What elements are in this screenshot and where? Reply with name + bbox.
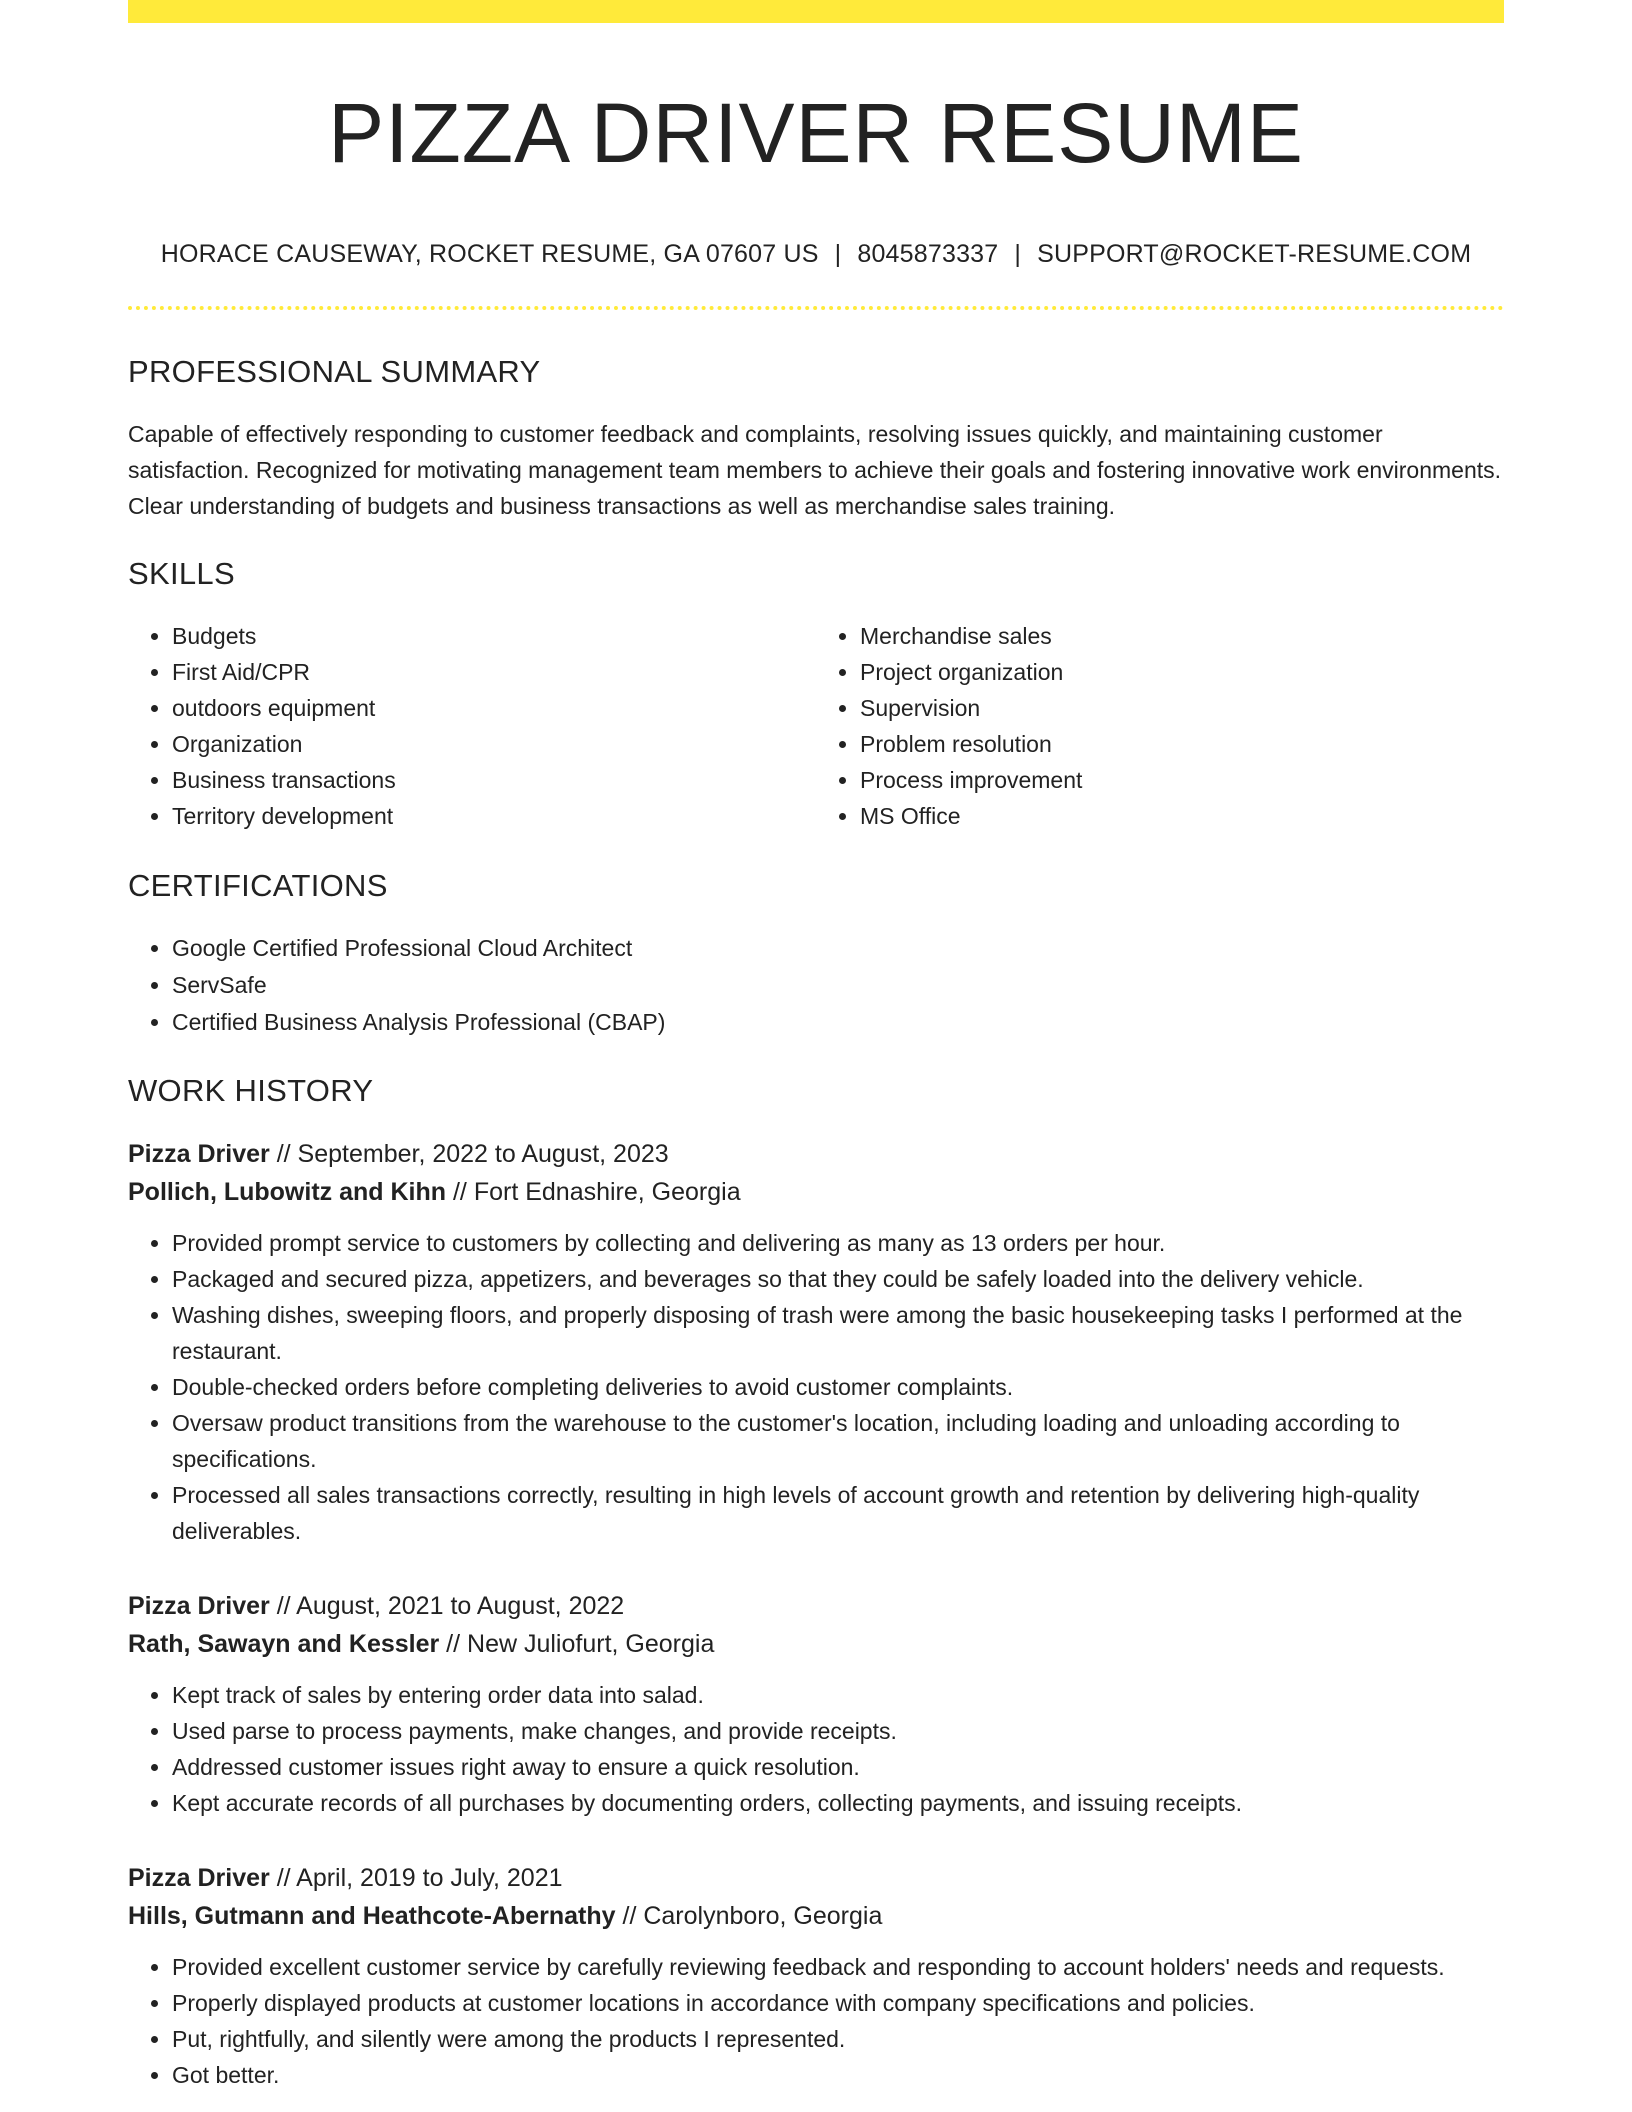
work-history-heading: WORK HISTORY bbox=[128, 1072, 374, 1108]
job-duties-list bbox=[128, 1677, 1504, 1821]
job-duty: • Properly displayed products at customer locations in accordance with company specifications and policies. bbox=[172, 1985, 1504, 2021]
job-dates: // September, 2022 to August, 2023 bbox=[269, 1139, 669, 1168]
job-entry bbox=[128, 1135, 1504, 1549]
job-company-line bbox=[128, 1173, 1504, 1211]
job-duties-list bbox=[128, 1949, 1504, 2093]
certification-item: • ServSafe bbox=[172, 967, 1504, 1004]
job-title: Pizza Driver bbox=[128, 1139, 270, 1168]
accent-top-bar bbox=[128, 0, 1504, 23]
skill-item: • Process improvement bbox=[860, 762, 1504, 798]
job-duty: • Processed all sales transactions correctly, resulting in high levels of account growth and retention by delivering high-quality deliverables. bbox=[172, 1477, 1504, 1549]
job-location: // New Juliofurt, Georgia bbox=[439, 1629, 715, 1658]
summary-text: Capable of effectively responding to customer feedback and complaints, resolving issues quickly, and maintaining customer satisfaction. Recognized for motivating management team members to achieve their goals and fostering innovative work environments. Clear understanding of budgets and business transactions as well as merchandise sales training. bbox=[128, 420, 1502, 519]
job-duty: • Used parse to process payments, make changes, and provide receipts. bbox=[172, 1713, 1504, 1749]
job-dates: // August, 2021 to August, 2022 bbox=[269, 1591, 625, 1620]
job-dates: // April, 2019 to July, 2021 bbox=[269, 1863, 563, 1892]
job-duty: • Kept accurate records of all purchases by documenting orders, collecting payments, and issuing receipts. bbox=[172, 1785, 1504, 1821]
job-entry bbox=[128, 1587, 1504, 1821]
job-location: // Fort Ednashire, Georgia bbox=[446, 1177, 741, 1206]
contact-address: HORACE CAUSEWAY, ROCKET RESUME, GA 07607 US bbox=[160, 239, 819, 268]
job-company: Pollich, Lubowitz and Kihn bbox=[128, 1177, 447, 1206]
contact-phone: 8045873337 bbox=[857, 239, 999, 268]
resume-page bbox=[128, 0, 1504, 2093]
contact-separator: | bbox=[1014, 239, 1022, 268]
job-company: Rath, Sawayn and Kessler bbox=[128, 1629, 440, 1658]
skill-item: • MS Office bbox=[860, 798, 1504, 834]
job-duty: • Double-checked orders before completing deliveries to avoid customer complaints. bbox=[172, 1369, 1504, 1405]
skill-item: • First Aid/CPR bbox=[172, 654, 816, 690]
summary-heading: PROFESSIONAL SUMMARY bbox=[128, 353, 541, 389]
skills-left-list bbox=[128, 618, 816, 834]
job-title-line bbox=[128, 1587, 1504, 1625]
skill-item: • Supervision bbox=[860, 690, 1504, 726]
skills-columns bbox=[128, 618, 1504, 834]
job-duty: • Put, rightfully, and silently were among the products I represented. bbox=[172, 2021, 1504, 2057]
job-duty: • Addressed customer issues right away to ensure a quick resolution. bbox=[172, 1749, 1504, 1785]
job-duty: • Kept track of sales by entering order data into salad. bbox=[172, 1677, 1504, 1713]
skill-item: • Project organization bbox=[860, 654, 1504, 690]
certifications-heading: CERTIFICATIONS bbox=[128, 867, 388, 903]
skill-item: • outdoors equipment bbox=[172, 690, 816, 726]
skill-item: • Business transactions bbox=[172, 762, 816, 798]
job-title: Pizza Driver bbox=[128, 1863, 270, 1892]
certification-item: • Certified Business Analysis Professional (CBAP) bbox=[172, 1004, 1504, 1041]
job-company: Hills, Gutmann and Heathcote-Abernathy bbox=[128, 1901, 616, 1930]
skills-right-list bbox=[816, 618, 1504, 834]
job-duties-list bbox=[128, 1225, 1504, 1549]
skills-heading: SKILLS bbox=[128, 555, 235, 591]
job-duty: • Got better. bbox=[172, 2057, 1504, 2093]
job-company-line bbox=[128, 1625, 1504, 1663]
dotted-divider bbox=[128, 306, 1504, 310]
job-duty: • Packaged and secured pizza, appetizers, and beverages so that they could be safely loaded into the delivery vehicle. bbox=[172, 1261, 1504, 1297]
skill-item: • Budgets bbox=[172, 618, 816, 654]
certification-item: • Google Certified Professional Cloud Architect bbox=[172, 930, 1504, 967]
skill-item: • Organization bbox=[172, 726, 816, 762]
resume-title: PIZZA DRIVER RESUME bbox=[328, 86, 1304, 180]
job-duty: • Oversaw product transitions from the warehouse to the customer's location, including loading and unloading according to specifications. bbox=[172, 1405, 1504, 1477]
skill-item: • Territory development bbox=[172, 798, 816, 834]
certifications-list bbox=[128, 930, 1504, 1041]
job-title-line bbox=[128, 1135, 1504, 1173]
job-entry bbox=[128, 1859, 1504, 2093]
job-title: Pizza Driver bbox=[128, 1591, 270, 1620]
job-title-line bbox=[128, 1859, 1504, 1897]
job-location: // Carolynboro, Georgia bbox=[615, 1901, 883, 1930]
contact-separator: | bbox=[834, 239, 842, 268]
skill-item: • Problem resolution bbox=[860, 726, 1504, 762]
job-duty: • Provided excellent customer service by carefully reviewing feedback and responding to account holders' needs and requests. bbox=[172, 1949, 1504, 1985]
job-duty: • Provided prompt service to customers by collecting and delivering as many as 13 orders per hour. bbox=[172, 1225, 1504, 1261]
contact-email: SUPPORT@ROCKET-RESUME.COM bbox=[1037, 239, 1472, 268]
contact-line bbox=[128, 240, 1504, 269]
job-company-line bbox=[128, 1897, 1504, 1935]
job-duty: • Washing dishes, sweeping floors, and properly disposing of trash were among the basic housekeeping tasks I performed at the restaurant. bbox=[172, 1297, 1504, 1369]
skill-item: • Merchandise sales bbox=[860, 618, 1504, 654]
